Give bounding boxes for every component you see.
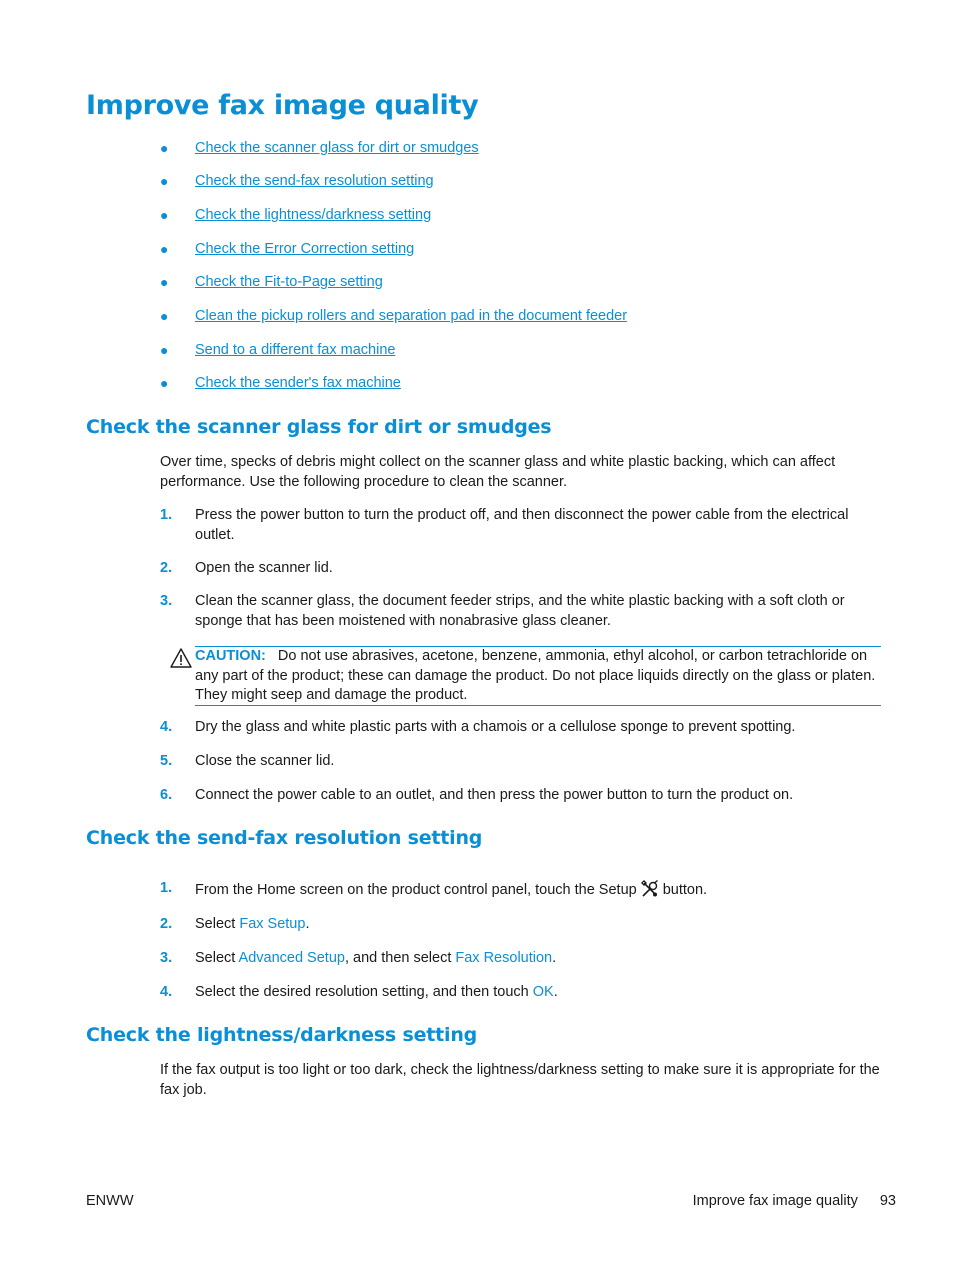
step-number: 3.	[160, 950, 173, 966]
footer-right	[693, 1193, 896, 1209]
step-number: 1.	[160, 880, 173, 896]
step-number: 3.	[160, 593, 173, 609]
section-intro: If the fax output is too light or too dark, check the lightness/darkness setting to make sure it is appropriate for the fax job.	[160, 1062, 880, 1098]
step-number: 2.	[160, 560, 173, 576]
caution-text-block	[195, 647, 881, 706]
step-text-pre: From the Home screen on the product control panel, touch the Setup	[195, 882, 637, 898]
step-text-mid: , and then select	[344, 950, 456, 966]
bullet: ●	[160, 274, 169, 290]
step-text: Close the scanner lid.	[195, 753, 335, 769]
bullet: ●	[160, 375, 169, 391]
section-heading-scanner-glass: Check the scanner glass for dirt or smudges	[86, 416, 552, 438]
toc-link-resolution[interactable]: Check the send-fax resolution setting	[195, 173, 434, 189]
step-number: 6.	[160, 787, 173, 803]
caution-text: Do not use abrasives, acetone, benzene, ammonia, ethyl alcohol, or carbon tetrachloride on any part of the product; these can damage the product. Do not place liquids directly on the glass or platen. They might seep and damage the product.	[195, 648, 876, 703]
section-intro: Over time, specks of debris might collect on the scanner glass and white plastic backing, which can affect performance. Use the following procedure to clean the scanner.	[160, 454, 836, 490]
toc-link-fit-to-page[interactable]: Check the Fit-to-Page setting	[195, 274, 383, 290]
bullet: ●	[160, 207, 169, 223]
bullet: ●	[160, 308, 169, 324]
step-text: Dry the glass and white plastic parts with a chamois or a cellulose sponge to prevent spotting.	[195, 719, 796, 735]
menu-keyword-advanced-setup: Advanced Setup	[238, 950, 345, 966]
step-number: 4.	[160, 719, 173, 735]
step-text	[195, 879, 881, 901]
step-text-pre: Select	[195, 950, 239, 966]
caution-label: CAUTION:	[195, 648, 266, 664]
toc-link-pickup-rollers[interactable]: Clean the pickup rollers and separation pad in the document feeder	[195, 308, 628, 324]
step-text-post: .	[305, 916, 310, 932]
bullet: ●	[160, 342, 169, 358]
step-number: 4.	[160, 984, 173, 1000]
footer-left: ENWW	[86, 1193, 134, 1209]
toc-link-error-correction[interactable]: Check the Error Correction setting	[195, 241, 415, 257]
toc-link-different-fax[interactable]: Send to a different fax machine	[195, 342, 396, 358]
menu-keyword-ok: OK	[532, 984, 554, 1000]
setup-wrench-icon	[640, 879, 660, 899]
bullet: ●	[160, 140, 169, 156]
toc-link-lightness[interactable]: Check the lightness/darkness setting	[195, 207, 432, 223]
toc-link-senders-fax[interactable]: Check the sender's fax machine	[195, 375, 401, 391]
step-number: 1.	[160, 507, 173, 523]
step-text-post: .	[552, 950, 557, 966]
section-heading-lightness: Check the lightness/darkness setting	[86, 1024, 478, 1046]
step-number: 5.	[160, 753, 173, 769]
bullet: ●	[160, 241, 169, 257]
caution-box	[195, 646, 881, 706]
step-text: Press the power button to turn the product off, and then disconnect the power cable from the electrical outlet.	[195, 507, 849, 543]
step-text-pre: Select the desired resolution setting, and then touch	[195, 984, 533, 1000]
step-text-post: .	[553, 984, 558, 1000]
menu-keyword-fax-setup: Fax Setup	[239, 916, 306, 932]
step-text: Connect the power cable to an outlet, and then press the power button to turn the product on.	[195, 787, 794, 803]
menu-keyword-fax-resolution: Fax Resolution	[455, 950, 553, 966]
toc-link-scanner-glass[interactable]: Check the scanner glass for dirt or smudges	[195, 140, 479, 156]
step-text: Clean the scanner glass, the document feeder strips, and the white plastic backing with a soft cloth or sponge that has been moistened with nonabrasive glass cleaner.	[195, 593, 845, 629]
step-number: 2.	[160, 916, 173, 932]
page-number: 93	[879, 1193, 896, 1209]
step-text	[195, 915, 881, 935]
warning-icon	[170, 648, 192, 668]
step-text	[195, 949, 881, 969]
page-title: Improve fax image quality	[86, 90, 479, 121]
step-text-post: button.	[662, 882, 708, 898]
step-text: Open the scanner lid.	[195, 560, 333, 576]
step-text-pre: Select	[195, 916, 240, 932]
section-heading-resolution: Check the send-fax resolution setting	[86, 827, 483, 849]
step-text	[195, 983, 881, 1003]
bullet: ●	[160, 173, 169, 189]
footer-title: Improve fax image quality	[692, 1193, 858, 1209]
